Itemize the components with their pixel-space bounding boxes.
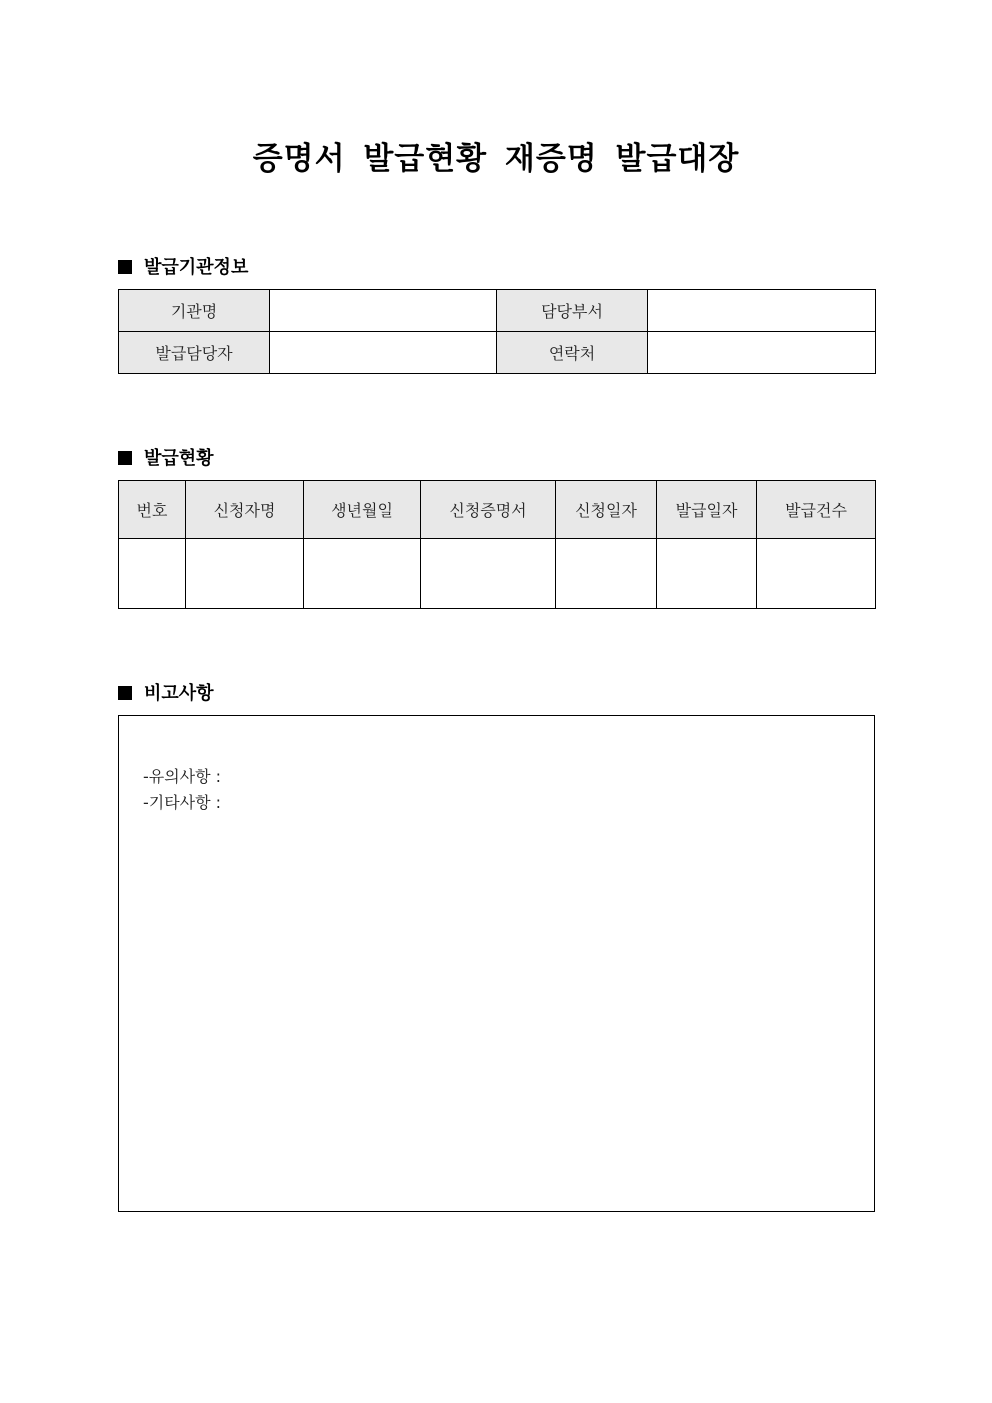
square-bullet-icon [118, 686, 132, 700]
remarks-heading-text: 비고사항 [144, 683, 214, 704]
column-header-applicant-name: 신청자명 [186, 481, 304, 539]
contact-label: 연락처 [497, 332, 648, 374]
department-field[interactable] [648, 290, 876, 332]
applicant-name-cell[interactable] [186, 539, 304, 609]
issue-date-cell[interactable] [657, 539, 757, 609]
agency-name-field[interactable] [270, 290, 497, 332]
issuer-info-heading-text: 발급기관정보 [144, 257, 249, 278]
issue-status-heading [118, 444, 214, 470]
issue-status-heading-text: 발급현황 [144, 448, 214, 469]
number-cell[interactable] [119, 539, 186, 609]
remarks-box[interactable] [118, 715, 875, 1212]
birth-date-cell[interactable] [304, 539, 421, 609]
issue-count-cell[interactable] [757, 539, 876, 609]
issuer-info-heading [118, 253, 248, 279]
page-title: 증명서 발급현황 재증명 발급대장 [252, 141, 740, 177]
column-header-birth-date: 생년월일 [304, 481, 421, 539]
square-bullet-icon [118, 451, 132, 465]
issue-status-table [118, 480, 876, 609]
agency-name-label: 기관명 [119, 290, 270, 332]
remarks-other-line: -기타사항 : [143, 793, 222, 812]
table-row [119, 332, 876, 374]
remarks-notice-line: -유의사항 : [143, 767, 222, 786]
column-header-issue-date: 발급일자 [657, 481, 757, 539]
contact-field[interactable] [648, 332, 876, 374]
table-row [119, 290, 876, 332]
table-header-row [119, 481, 876, 539]
column-header-number: 번호 [119, 481, 186, 539]
request-date-cell[interactable] [556, 539, 657, 609]
table-row [119, 539, 876, 609]
column-header-requested-certificate: 신청증명서 [421, 481, 556, 539]
remarks-heading [118, 679, 214, 705]
issuer-info-table [118, 289, 876, 374]
column-header-request-date: 신청일자 [556, 481, 657, 539]
issuer-person-field[interactable] [270, 332, 497, 374]
square-bullet-icon [118, 260, 132, 274]
requested-certificate-cell[interactable] [421, 539, 556, 609]
column-header-issue-count: 발급건수 [757, 481, 876, 539]
issuer-person-label: 발급담당자 [119, 332, 270, 374]
department-label: 담당부서 [497, 290, 648, 332]
